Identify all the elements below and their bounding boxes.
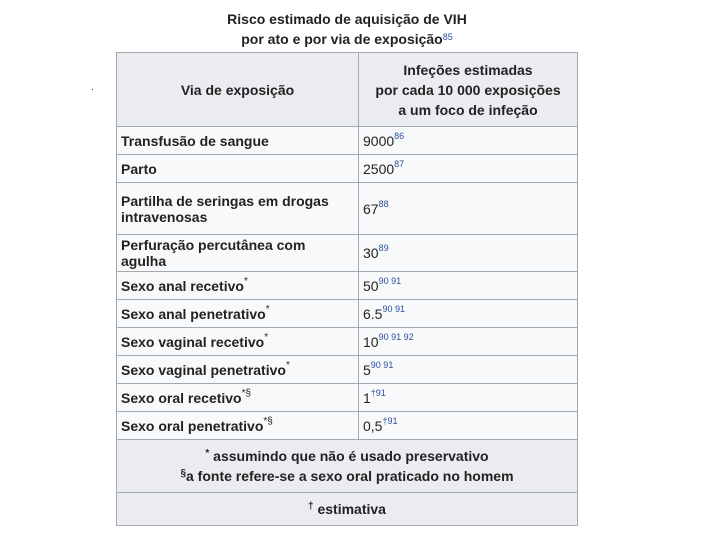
cell-infections bbox=[359, 127, 578, 155]
cell-via bbox=[117, 272, 359, 300]
hiv-risk-table bbox=[116, 52, 578, 526]
via-label: Sexo oral recetivo bbox=[121, 389, 242, 406]
via-label: Sexo anal penetrativo bbox=[121, 305, 266, 322]
table-row bbox=[117, 412, 578, 440]
table-row bbox=[117, 183, 578, 235]
infections-value: 5 bbox=[363, 361, 371, 378]
table-row bbox=[117, 127, 578, 155]
footnote-dagger-text: estimativa bbox=[313, 501, 386, 517]
infections-value: 6.5 bbox=[363, 305, 383, 322]
cell-infections bbox=[359, 328, 578, 356]
cell-via bbox=[117, 356, 359, 384]
via-label: Sexo oral penetrativo bbox=[121, 417, 264, 434]
cell-via bbox=[117, 300, 359, 328]
cell-infections bbox=[359, 384, 578, 412]
cell-via bbox=[117, 235, 359, 272]
footnote-asterisk-text: assumindo que não é usado preservativo bbox=[209, 448, 489, 464]
table-row bbox=[117, 356, 578, 384]
via-footnote-marker: * bbox=[243, 275, 248, 287]
footnote-cell bbox=[117, 440, 578, 493]
cell-infections bbox=[359, 412, 578, 440]
footnote-asterisk bbox=[121, 446, 573, 466]
cell-infections bbox=[359, 235, 578, 272]
table-row bbox=[117, 235, 578, 272]
header-infections-line-1: Infeções estimadas bbox=[403, 61, 533, 78]
cell-via bbox=[117, 155, 359, 183]
via-footnote-marker: *§ bbox=[263, 415, 273, 427]
infections-value: 50 bbox=[363, 277, 379, 294]
cell-infections bbox=[359, 272, 578, 300]
cell-via bbox=[117, 328, 359, 356]
footnote-section-text: a fonte refere-se a sexo oral praticado no homem bbox=[186, 468, 514, 484]
table-caption bbox=[117, 9, 577, 49]
caption-line-2 bbox=[117, 29, 577, 49]
reference-links[interactable]: 86 bbox=[394, 130, 405, 141]
footnote-section bbox=[121, 466, 573, 486]
caption-line-2-text: por ato e por via de exposição bbox=[241, 31, 443, 47]
reference-links[interactable]: †91 bbox=[382, 415, 398, 426]
via-footnote-marker: *§ bbox=[241, 387, 252, 399]
infections-value: 30 bbox=[363, 245, 379, 261]
via-label: Transfusão de sangue bbox=[121, 132, 269, 149]
cell-via bbox=[117, 412, 359, 440]
infections-value: 1 bbox=[363, 389, 371, 406]
cell-infections bbox=[359, 155, 578, 183]
cell-infections bbox=[359, 183, 578, 235]
infections-value: 10 bbox=[363, 333, 379, 350]
table-row bbox=[117, 272, 578, 300]
via-footnote-marker: * bbox=[285, 359, 290, 371]
header-infections-line-2: por cada 10 000 exposições bbox=[375, 81, 561, 98]
footnote-dagger bbox=[117, 493, 578, 526]
cell-via bbox=[117, 183, 359, 235]
table-row bbox=[117, 300, 578, 328]
infections-value: 0,5 bbox=[363, 417, 383, 434]
header-infections-line-3: a um foco de infeção bbox=[398, 101, 538, 118]
via-footnote-marker: * bbox=[264, 331, 269, 343]
reference-links[interactable]: 87 bbox=[394, 158, 405, 169]
reference-links[interactable]: 90 91 bbox=[378, 275, 402, 286]
header-via: Via de exposição bbox=[117, 53, 359, 127]
cell-infections bbox=[359, 356, 578, 384]
via-label: Sexo vaginal recetivo bbox=[121, 333, 265, 350]
caption-ref-link[interactable]: 85 bbox=[442, 32, 453, 42]
via-footnote-marker: * bbox=[265, 303, 270, 315]
table-row bbox=[117, 155, 578, 183]
reference-links[interactable]: 90 91 bbox=[382, 303, 405, 314]
footnote-section-mark: § bbox=[180, 468, 186, 479]
via-label: Sexo anal recetivo bbox=[121, 277, 244, 294]
caption-line-1: Risco estimado de aquisição de VIH bbox=[227, 11, 467, 27]
reference-links[interactable]: 88 bbox=[378, 198, 389, 209]
cell-via bbox=[117, 127, 359, 155]
infections-value: 67 bbox=[363, 200, 379, 217]
cell-infections bbox=[359, 300, 578, 328]
footnote-dagger-mark: † bbox=[308, 501, 314, 512]
via-label: Partilha de seringas em drogas intravenosas bbox=[121, 192, 329, 225]
stray-dot bbox=[92, 89, 93, 90]
reference-links[interactable]: 90 91 bbox=[370, 359, 394, 370]
via-label: Parto bbox=[121, 160, 157, 177]
footnote-asterisk-mark: * bbox=[205, 448, 210, 459]
cell-via bbox=[117, 384, 359, 412]
infections-value: 2500 bbox=[363, 160, 395, 177]
table-row bbox=[117, 384, 578, 412]
header-infections bbox=[359, 53, 578, 127]
reference-links[interactable]: †91 bbox=[370, 387, 386, 398]
via-label: Perfuração percutânea com agulha bbox=[121, 237, 306, 269]
infections-value: 9000 bbox=[363, 132, 395, 149]
table-row bbox=[117, 328, 578, 356]
reference-links[interactable]: 89 bbox=[378, 243, 389, 253]
via-label: Sexo vaginal penetrativo bbox=[121, 361, 286, 378]
reference-links[interactable]: 90 91 92 bbox=[378, 331, 414, 342]
